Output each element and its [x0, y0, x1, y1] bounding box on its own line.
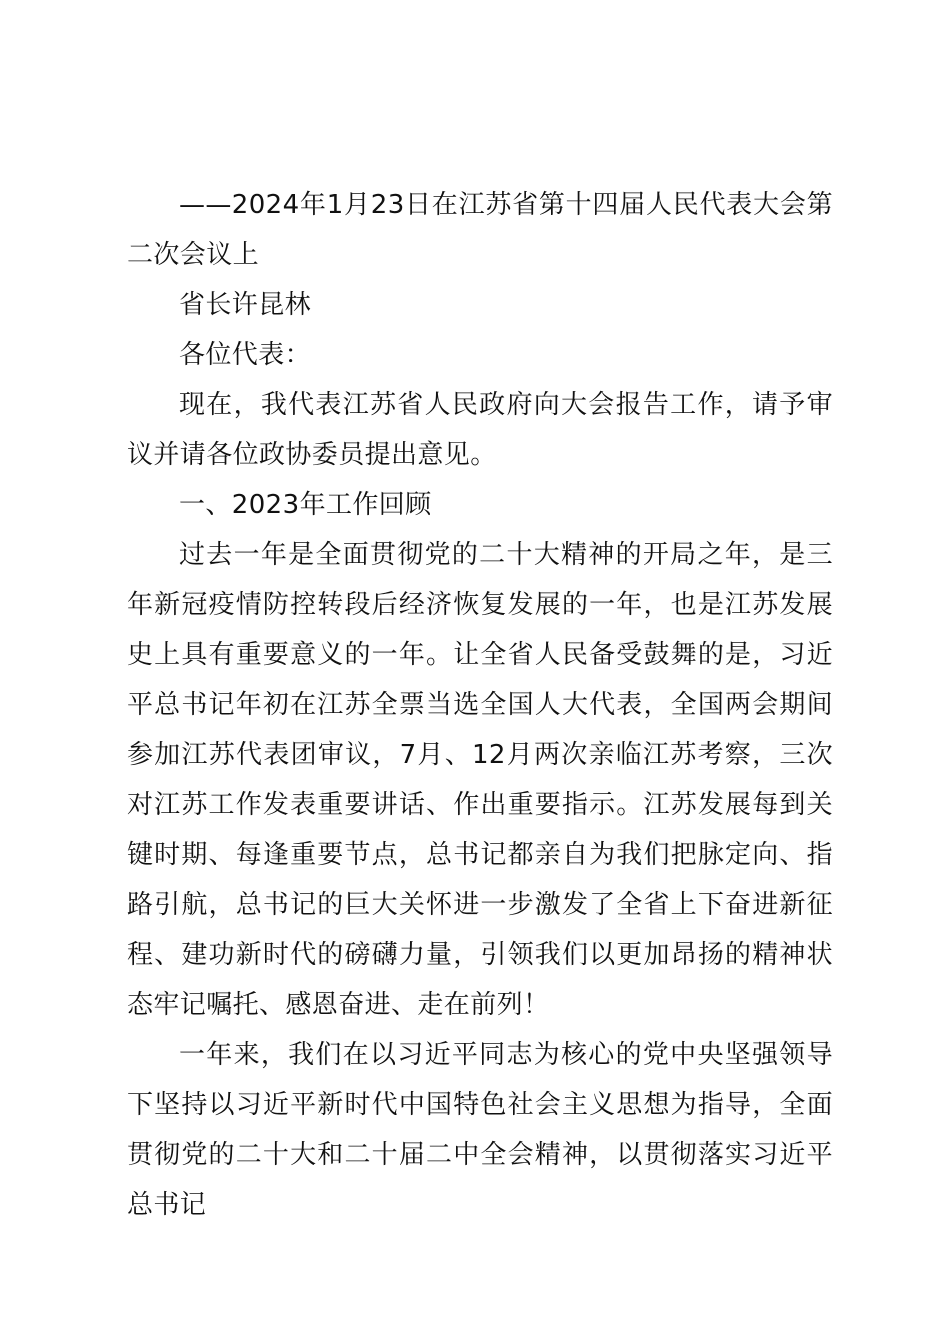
speaker-line: 省长许昆林 — [179, 290, 312, 320]
salutation: 各位代表： — [179, 340, 312, 370]
document-body — [127, 180, 833, 1230]
intro-paragraph: 现在，我代表江苏省人民政府向大会报告工作，请予审议并请各位政协委员提出意见。 — [127, 390, 833, 470]
body-paragraph: 过去一年是全面贯彻党的二十大精神的开局之年，是三年新冠疫情防控转段后经济恢复发展的一年，也是江苏发展史上具有重要意义的一年。让全省人民备受鼓舞的是，习近平总书记年初在江苏全票当选全国人大代表，全国两会期间参加江苏代表团审议，7月、12月两次亲临江苏考察，三次对江苏工作发表重要讲话、作出重要指示。江苏发展每到关键时期、每逢重要节点，总书记都亲自为我们把脉定向、指路引航，总书记的巨大关怀进一步激发了全省上下奋进新征程、建功新时代的磅礴力量，引领我们以更加昂扬的精神状态牢记嘱托、感恩奋进、走在前列！ — [127, 540, 833, 1020]
body-paragraph: 一年来，我们在以习近平同志为核心的党中央坚强领导下坚持以习近平新时代中国特色社会主义思想为指导，全面贯彻党的二十大和二十届二中全会精神，以贯彻落实习近平总书记 — [127, 1040, 833, 1220]
speech-date-venue-line: ——2024年1月23日在江苏省第十四届人民代表大会第二次会议上 — [127, 190, 833, 270]
section-heading: 一、2023年工作回顾 — [179, 490, 432, 520]
